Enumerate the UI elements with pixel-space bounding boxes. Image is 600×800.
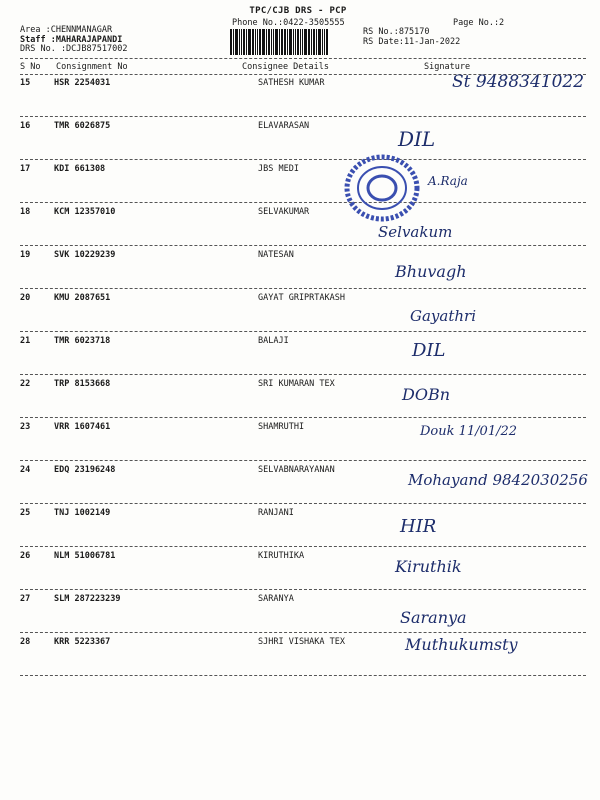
consignment-number: KMU 2087651 bbox=[54, 293, 111, 303]
row-divider bbox=[20, 245, 586, 246]
drs-number: DRS No. :DCJB87517002 bbox=[20, 44, 128, 54]
serial-number: 21 bbox=[20, 336, 31, 346]
consignment-number: TMR 6026875 bbox=[54, 121, 111, 131]
consignment-number: HSR 2254031 bbox=[54, 78, 111, 88]
consignee-name: KIRUTHIKA bbox=[258, 551, 305, 561]
row-divider bbox=[20, 417, 586, 418]
row-divider bbox=[20, 589, 586, 590]
handwritten-signature: Selvakum bbox=[378, 223, 453, 241]
consignment-number: SLM 287223239 bbox=[54, 594, 121, 604]
handwritten-signature: Gayathri bbox=[410, 307, 476, 325]
serial-number: 26 bbox=[20, 551, 31, 561]
row-divider bbox=[20, 503, 586, 504]
delivery-stamp bbox=[343, 153, 421, 223]
consignment-number: NLM 51006781 bbox=[54, 551, 116, 561]
rs-date: RS Date:11-Jan-2022 bbox=[363, 36, 461, 47]
row-divider bbox=[20, 675, 586, 676]
consignment-number: KDI 661308 bbox=[54, 164, 106, 174]
table-row bbox=[20, 551, 586, 594]
consignee-name: BALAJI bbox=[258, 336, 289, 346]
handwritten-signature: St 9488341022 bbox=[452, 72, 585, 92]
consignment-number: KRR 5223367 bbox=[54, 637, 111, 647]
consignment-number: VRR 1607461 bbox=[54, 422, 111, 432]
col-signature: Signature bbox=[424, 62, 471, 72]
handwritten-signature: DOBn bbox=[402, 385, 451, 404]
handwritten-signature: DIL bbox=[412, 340, 446, 361]
consignment-number: TNJ 1002149 bbox=[54, 508, 111, 518]
row-divider bbox=[20, 632, 586, 633]
row-divider bbox=[20, 202, 586, 203]
row-divider bbox=[20, 546, 586, 547]
table-row bbox=[20, 293, 586, 336]
consignee-name: NATESAN bbox=[258, 250, 294, 260]
consignee-name: JBS MEDI bbox=[258, 164, 299, 174]
serial-number: 22 bbox=[20, 379, 31, 389]
page-number: Page No.:2 bbox=[453, 18, 505, 28]
header-divider bbox=[20, 58, 586, 59]
table-row bbox=[20, 207, 586, 250]
table-row bbox=[20, 379, 586, 422]
col-consignee: Consignee Details bbox=[242, 62, 329, 72]
barcode bbox=[230, 29, 336, 55]
serial-number: 16 bbox=[20, 121, 31, 131]
consignment-number: SVK 10229239 bbox=[54, 250, 116, 260]
handwritten-signature: HIR bbox=[400, 516, 437, 537]
table-row bbox=[20, 594, 586, 637]
serial-number: 28 bbox=[20, 637, 31, 647]
consignment-number: KCM 12357010 bbox=[54, 207, 116, 217]
rs-number: RS No.:875170 bbox=[363, 27, 430, 37]
handwritten-signature: Kiruthik bbox=[395, 557, 462, 576]
handwritten-signature: A.Raja bbox=[428, 174, 468, 188]
table-row bbox=[20, 121, 586, 164]
serial-number: 24 bbox=[20, 465, 31, 475]
col-consignment: Consignment No bbox=[56, 62, 128, 72]
phone-number: Phone No.:0422-3505555 bbox=[232, 18, 345, 28]
consignee-name: SELVAKUMAR bbox=[258, 207, 310, 217]
consignee-name: GAYAT GRIPRTAKASH bbox=[258, 293, 345, 303]
col-sno: S No bbox=[20, 62, 41, 72]
document-title: TPC/CJB DRS - PCP bbox=[249, 6, 347, 16]
handwritten-signature: Douk 11/01/22 bbox=[420, 424, 518, 439]
consignee-name: SATHESH KUMAR bbox=[258, 78, 325, 88]
row-divider bbox=[20, 288, 586, 289]
serial-number: 18 bbox=[20, 207, 31, 217]
serial-number: 20 bbox=[20, 293, 31, 303]
table-row bbox=[20, 250, 586, 293]
consignee-name: SHAMRUTHI bbox=[258, 422, 305, 432]
consignee-name: ELAVARASAN bbox=[258, 121, 310, 131]
serial-number: 23 bbox=[20, 422, 31, 432]
consignee-name: SJHRI VISHAKA TEX bbox=[258, 637, 345, 647]
handwritten-signature: Bhuvagh bbox=[395, 262, 467, 281]
serial-number: 19 bbox=[20, 250, 31, 260]
table-row bbox=[20, 336, 586, 379]
handwritten-signature: Saranya bbox=[400, 608, 467, 627]
row-divider bbox=[20, 460, 586, 461]
row-divider bbox=[20, 116, 586, 117]
consignee-name: SELVABNARAYANAN bbox=[258, 465, 335, 475]
handwritten-signature: Mohayand 9842030256 bbox=[408, 471, 588, 489]
header-left-block bbox=[20, 26, 127, 55]
serial-number: 15 bbox=[20, 78, 31, 88]
row-divider bbox=[20, 374, 586, 375]
consignment-number: EDQ 23196248 bbox=[54, 465, 116, 475]
serial-number: 25 bbox=[20, 508, 31, 518]
row-divider bbox=[20, 159, 586, 160]
consignment-number: TRP 8153668 bbox=[54, 379, 111, 389]
consignee-name: SARANYA bbox=[258, 594, 294, 604]
area-label: Area :CHENNMANAGAR bbox=[20, 25, 113, 35]
handwritten-signature: Muthukumsty bbox=[405, 635, 518, 654]
serial-number: 27 bbox=[20, 594, 31, 604]
serial-number: 17 bbox=[20, 164, 31, 174]
staff-label: Staff :MAHARAJAPANDI bbox=[20, 34, 123, 45]
consignee-name: RANJANI bbox=[258, 508, 294, 518]
consignment-number: TMR 6023718 bbox=[54, 336, 111, 346]
table-row bbox=[20, 508, 586, 551]
consignee-name: SRI KUMARAN TEX bbox=[258, 379, 335, 389]
header-right-block bbox=[363, 28, 460, 47]
handwritten-signature: DIL bbox=[398, 127, 436, 151]
row-divider bbox=[20, 331, 586, 332]
table-row bbox=[20, 164, 586, 207]
